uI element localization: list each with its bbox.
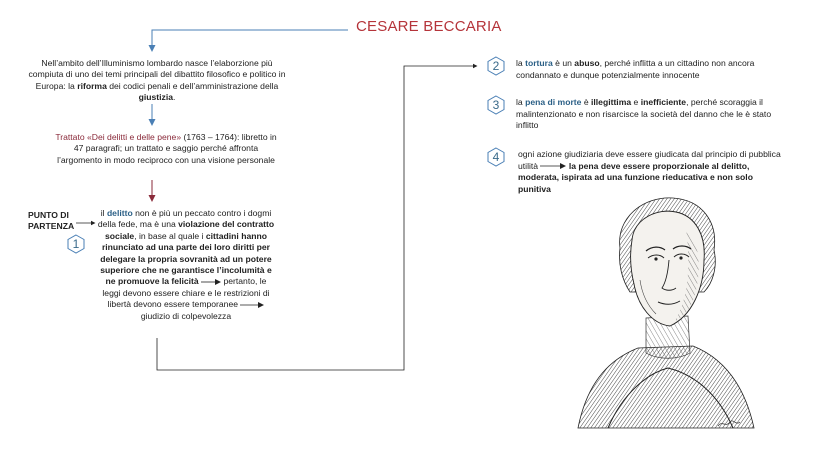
inline-arrow-icon — [201, 279, 221, 285]
page-title: CESARE BECCARIA — [356, 18, 502, 35]
hexagon-2-icon: 2 — [486, 56, 506, 76]
hexagon-1-icon: 1 — [66, 234, 86, 254]
intro-text: Nell’ambito dell’Illuminismo lombardo nasce l’elaborzione più compiuta di uno dei temi principali del dibattito filosofico e politico in Europa: la riforma dei codici penali e dell’amministrazione della giustizia. — [28, 58, 286, 103]
trattato-text: Trattato «Dei delitti e delle pene» (1763 – 1764): libretto in 47 paragrafi; un trattato e saggio perché affronta l’argomento in modo reciproco con una visione personale — [55, 132, 277, 165]
trattato-title: Trattato «Dei delitti e delle pene» — [55, 132, 182, 142]
point2-text: la tortura è un abuso, perché inflitta a un cittadino non ancora condannato e dunque potenzialmente innocente — [516, 58, 755, 80]
inline-arrow-icon — [240, 302, 264, 308]
arrow-title-intro — [152, 30, 348, 50]
inline-arrow-icon — [540, 163, 566, 169]
hexagon-3-icon: 3 — [486, 95, 506, 115]
point3-text: la pena di morte è illegittima e inefficiente, perché scoraggia il malintenzionato e non risarcisce la società del danno che le è stato inflitto — [516, 97, 772, 131]
point1-text: il delitto non è più un peccato contro i dogmi della fede, ma è una violazione del contratto sociale, in base al quale i cittadini hanno rinunciato ad una parte dei loro diritti per delegare la propria sovranità ad un potere superiore che ne garantisce l’incolumità e ne promuove la felicità pertanto, le leggi devono essere chiare e le restrizioni di libertà devono essere temporanee giudizio di colpevolezza — [97, 208, 275, 321]
hexagon-4-icon: 4 — [486, 147, 506, 167]
portrait-engraving-icon — [568, 188, 758, 436]
point4-text: ogni azione giudiziaria deve essere giudicata dal principio di pubblica utilità la pena deve essere proporzionale al delitto, moderata, ispirata ad una funzione rieducativa e non solo punitiva — [518, 149, 781, 194]
start-label: PUNTO DI PARTENZA — [28, 210, 75, 231]
